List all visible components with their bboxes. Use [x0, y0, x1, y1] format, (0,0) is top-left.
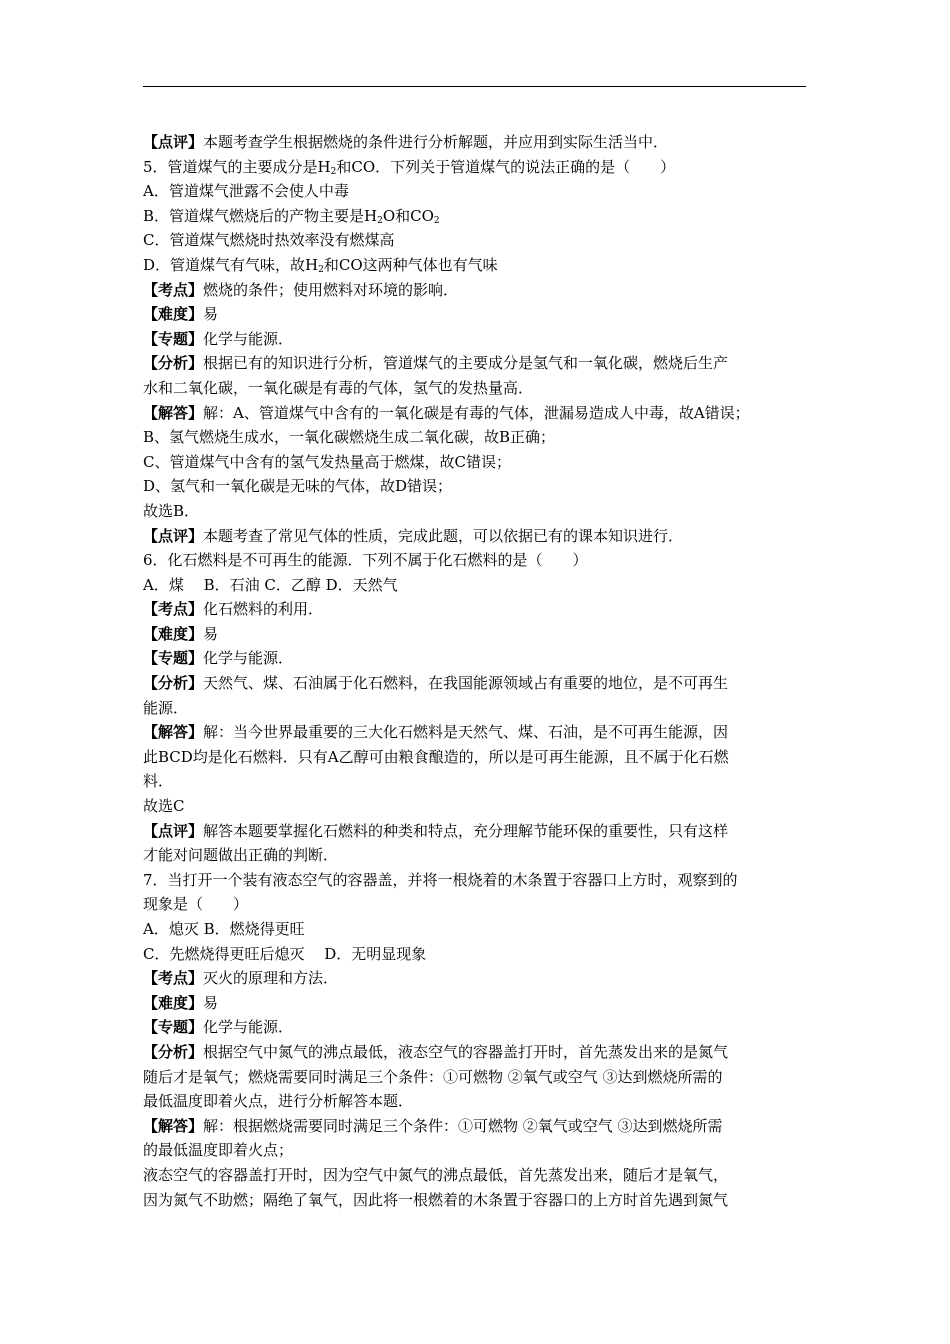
question-7-cont: 现象是（ ）	[143, 895, 249, 914]
document-body	[143, 130, 811, 1212]
analysis-cont: 能源．	[143, 698, 189, 717]
answer-d: D、氢气和一氧化碳是无味的气体，故D错误；	[143, 477, 453, 496]
knowledge-point: 【考点】灭火的原理和方法．	[143, 969, 339, 988]
question-6: 6．化石燃料是不可再生的能源．下列不属于化石燃料的是（ ）	[143, 551, 588, 570]
analysis-cont: 水和二氧化碳，一氧化碳是有毒的气体，氢气的发热量高．	[143, 378, 534, 397]
option-c: C．管道煤气燃烧时热效率没有燃煤高	[143, 231, 395, 250]
knowledge-point: 【考点】燃烧的条件；使用燃料对环境的影响．	[143, 280, 459, 299]
review-q4: 【点评】本题考查学生根据燃烧的条件进行分析解题，并应用到实际生活当中．	[143, 133, 669, 151]
analysis: 【分析】天然气、煤、石油属于化石燃料，在我国能源领域占有重要的地位，是不可再生	[143, 674, 729, 693]
knowledge-point: 【考点】化石燃料的利用．	[143, 600, 324, 619]
difficulty: 【难度】易	[143, 624, 219, 643]
question-5: 5．管道煤气的主要成分是$H_2$和CO．下列关于管道煤气的说法正确的是（ ）	[143, 157, 676, 177]
analysis-cont: 最低温度即着火点，进行分析解答本题．	[143, 1092, 414, 1111]
analysis-cont: 随后才是氧气；燃烧需要同时满足三个条件：①可燃物 ②氧气或空气 ③达到燃烧所需的	[143, 1067, 723, 1086]
answer-cont: 因为氮气不助燃；隔绝了氧气，因此将一根燃着的木条置于容器口的上方时首先遇到氮气	[143, 1190, 729, 1209]
difficulty: 【难度】易	[143, 993, 219, 1012]
choice: 故选C	[143, 797, 185, 816]
topic: 【专题】化学与能源．	[143, 649, 294, 668]
options-6: A．煤 B．石油 C．乙醇 D．天然气	[143, 575, 398, 594]
option-b: B．管道煤气燃烧后的产物主要是$H_2O$和$CO_2$	[143, 206, 440, 226]
answer-cont: 料．	[143, 772, 174, 791]
difficulty: 【难度】易	[143, 305, 219, 324]
review-cont: 才能对问题做出正确的判断．	[143, 846, 339, 865]
review: 【点评】本题考查了常见气体的性质，完成此题，可以依据已有的课本知识进行．	[143, 526, 684, 545]
topic: 【专题】化学与能源．	[143, 1018, 294, 1037]
answer-cont: 液态空气的容器盖打开时，因为空气中氮气的沸点最低，首先蒸发出来，随后才是氧气，	[143, 1165, 729, 1184]
answer-b: B、氢气燃烧生成水，一氧化碳燃烧生成二氧化碳，故B正确；	[143, 428, 556, 447]
topic: 【专题】化学与能源．	[143, 329, 294, 348]
answer-cont: 的最低温度即着火点；	[143, 1141, 294, 1160]
options-7-ab: A．熄灭 B．燃烧得更旺	[143, 920, 305, 938]
question-7: 7．当打开一个装有液态空气的容器盖，并将一根烧着的木条置于容器口上方时，观察到的	[143, 870, 738, 889]
options-7-cd: C．先燃烧得更旺后熄灭 D．无明显现象	[143, 944, 427, 963]
review: 【点评】解答本题要掌握化石燃料的种类和特点，充分理解节能环保的重要性，只有这样	[143, 821, 729, 840]
option-d: D．管道煤气有气味，故$H_2$和CO这两种气体也有气味	[143, 255, 498, 275]
analysis: 【分析】根据已有的知识进行分析，管道煤气的主要成分是氢气和一氧化碳，燃烧后生产	[143, 354, 729, 373]
answer-c: C、管道煤气中含有的氢气发热量高于燃煤，故C错误；	[143, 452, 511, 471]
answer: 【解答】解：根据燃烧需要同时满足三个条件：①可燃物 ②氧气或空气 ③达到燃烧所需	[143, 1116, 723, 1135]
answer: 【解答】解：当今世界最重要的三大化石燃料是天然气、煤、石油，是不可再生能源，因	[143, 723, 729, 742]
option-a: A．管道煤气泄露不会使人中毒	[143, 182, 349, 201]
answer-cont: 此BCD均是化石燃料．只有A乙醇可由粮食酿造的，所以是可再生能源，且不属于化石燃	[143, 747, 729, 766]
answer: 【解答】解：A、管道煤气中含有的一氧化碳是有毒的气体，泄漏易造成人中毒，故A错误；	[143, 403, 750, 422]
header-rule	[143, 86, 806, 87]
analysis: 【分析】根据空气中氮气的沸点最低，液态空气的容器盖打开时，首先蒸发出来的是氮气	[143, 1042, 729, 1061]
choice: 故选B．	[143, 501, 200, 520]
